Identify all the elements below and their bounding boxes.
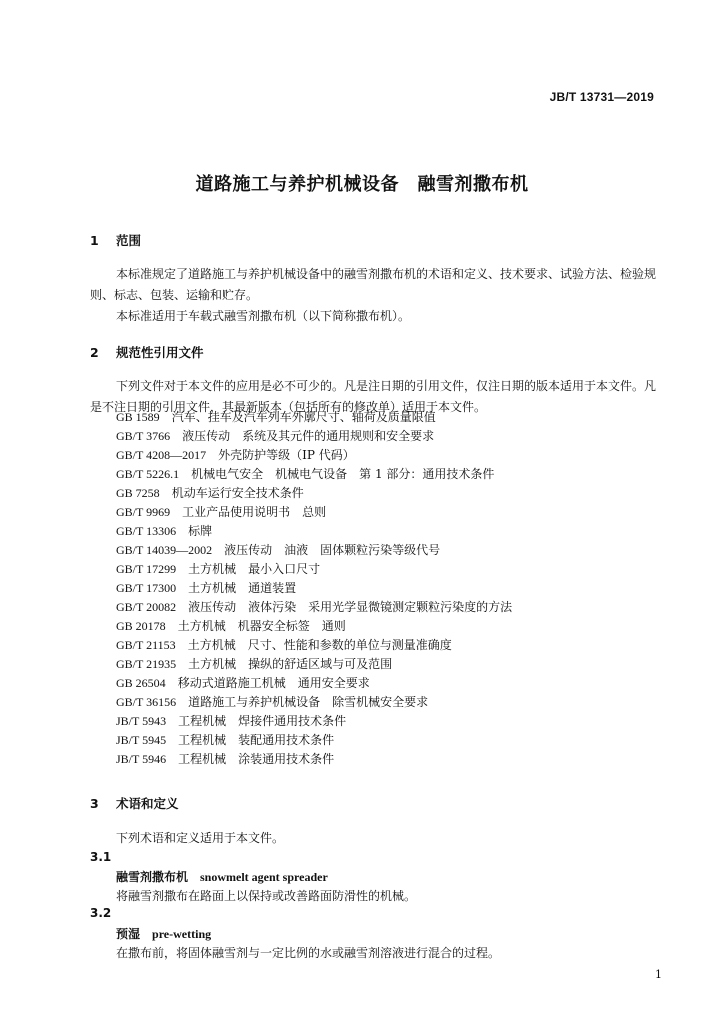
reference-item <box>116 617 512 636</box>
term-number: 3.2 <box>90 906 112 920</box>
reference-item <box>116 655 512 674</box>
reference-title: 土方机械 操纵的舒适区域与可及范围 <box>188 657 393 671</box>
reference-list <box>116 408 512 769</box>
reference-item <box>116 465 512 484</box>
reference-title: 机动车运行安全技术条件 <box>171 486 304 500</box>
reference-title: 机械电气安全 机械电气设备 第 1 部分：通用技术条件 <box>191 467 495 481</box>
reference-title: 土方机械 机器安全标签 通则 <box>177 619 346 633</box>
reference-item <box>116 579 512 598</box>
reference-title: 液压传动 液体污染 采用光学显微镜测定颗粒污染度的方法 <box>188 600 513 614</box>
reference-item <box>116 446 512 465</box>
term-definition: 将融雪剂撒布在路面上以保持或改善路面防滑性的机械。 <box>116 889 417 903</box>
reference-code: GB/T 9969 <box>116 505 171 519</box>
section-title: 术语和定义 <box>116 796 179 811</box>
terms-intro: 下列术语和定义适用于本文件。 <box>116 831 285 845</box>
reference-code: GB/T 3766 <box>116 429 171 443</box>
section-number: 1 <box>90 233 99 248</box>
reference-title: 液压传动 系统及其元件的通用规则和安全要求 <box>182 429 435 443</box>
reference-title: 工程机械 涂装通用技术条件 <box>178 752 335 766</box>
reference-item <box>116 598 512 617</box>
reference-code: GB 20178 <box>116 619 166 633</box>
reference-code: GB/T 5226.1 <box>116 467 180 481</box>
term-number: 3.1 <box>90 850 112 864</box>
reference-code: GB/T 17300 <box>116 581 177 595</box>
section-number: 3 <box>90 796 99 811</box>
reference-code: GB/T 21935 <box>116 657 177 671</box>
reference-code: GB/T 21153 <box>116 638 176 652</box>
reference-item <box>116 731 512 750</box>
reference-code: GB/T 14039—2002 <box>116 543 213 557</box>
reference-code: GB/T 20082 <box>116 600 177 614</box>
reference-code: JB/T 5945 <box>116 733 167 747</box>
reference-item <box>116 427 512 446</box>
reference-item <box>116 560 512 579</box>
term-heading <box>116 925 211 942</box>
term-heading <box>116 868 328 885</box>
section-title: 规范性引用文件 <box>116 345 204 360</box>
section-1-heading <box>90 231 141 249</box>
reference-item <box>116 408 512 427</box>
term-english: snowmelt agent spreader <box>200 870 328 884</box>
reference-code: GB/T 17299 <box>116 562 177 576</box>
reference-item <box>116 522 512 541</box>
section-title: 范围 <box>116 233 142 248</box>
reference-title: 工程机械 焊接件通用技术条件 <box>178 714 347 728</box>
reference-title: 标牌 <box>188 524 213 538</box>
reference-title: 液压传动 油液 固体颗粒污染等级代号 <box>224 543 441 557</box>
scope-paragraph-2: 本标准适用于车载式融雪剂撒布机（以下简称撒布机）。 <box>116 309 411 323</box>
reference-title: 外壳防护等级（IP 代码） <box>218 448 355 462</box>
reference-item <box>116 503 512 522</box>
reference-code: GB 7258 <box>116 486 160 500</box>
term-chinese: 预湿 <box>116 927 141 941</box>
section-2-heading <box>90 343 204 361</box>
term-definition: 在撒布前，将固体融雪剂与一定比例的水或融雪剂溶液进行混合的过程。 <box>116 946 501 960</box>
reference-title: 工程机械 装配通用技术条件 <box>178 733 335 747</box>
reference-title: 土方机械 通道装置 <box>188 581 297 595</box>
reference-code: GB 26504 <box>116 676 166 690</box>
reference-item <box>116 712 512 731</box>
reference-title: 移动式道路施工机械 通用安全要求 <box>177 676 370 690</box>
section-3-heading <box>90 794 179 812</box>
reference-item <box>116 693 512 712</box>
reference-code: GB 1589 <box>116 410 160 424</box>
reference-code: JB/T 5943 <box>116 714 167 728</box>
reference-title: 工业产品使用说明书 总则 <box>182 505 327 519</box>
reference-title: 土方机械 尺寸、性能和参数的单位与测量准确度 <box>187 638 452 652</box>
reference-item <box>116 674 512 693</box>
reference-item <box>116 636 512 655</box>
reference-title: 土方机械 最小入口尺寸 <box>188 562 321 576</box>
refs-intro: 下列文件对于本文件的应用是必不可少的。凡是注日期的引用文件，仅注日期的版本适用于本文件。凡是不注日期的引用文件，其最新版本（包括所有的修改单）适用于本文件。 <box>90 379 657 414</box>
term-chinese: 融雪剂撒布机 <box>116 870 189 884</box>
standard-number: JB/T 13731—2019 <box>549 90 654 104</box>
reference-code: GB/T 13306 <box>116 524 177 538</box>
reference-item <box>116 484 512 503</box>
reference-title: 道路施工与养护机械设备 除雪机械安全要求 <box>188 695 429 709</box>
scope-paragraph-1: 本标准规定了道路施工与养护机械设备中的融雪剂撒布机的术语和定义、技术要求、试验方法、检验规则、标志、包装、运输和贮存。 <box>90 267 657 302</box>
reference-title: 汽车、挂车及汽车列车外廓尺寸、轴荷及质量限值 <box>171 410 436 424</box>
reference-item <box>116 750 512 769</box>
reference-code: GB/T 4208—2017 <box>116 448 207 462</box>
term-english: pre-wetting <box>152 927 212 941</box>
reference-code: JB/T 5946 <box>116 752 167 766</box>
reference-code: GB/T 36156 <box>116 695 177 709</box>
reference-item <box>116 541 512 560</box>
section-number: 2 <box>90 345 99 360</box>
document-title: 道路施工与养护机械设备 融雪剂撒布机 <box>195 174 529 195</box>
page-number: 1 <box>655 968 662 981</box>
